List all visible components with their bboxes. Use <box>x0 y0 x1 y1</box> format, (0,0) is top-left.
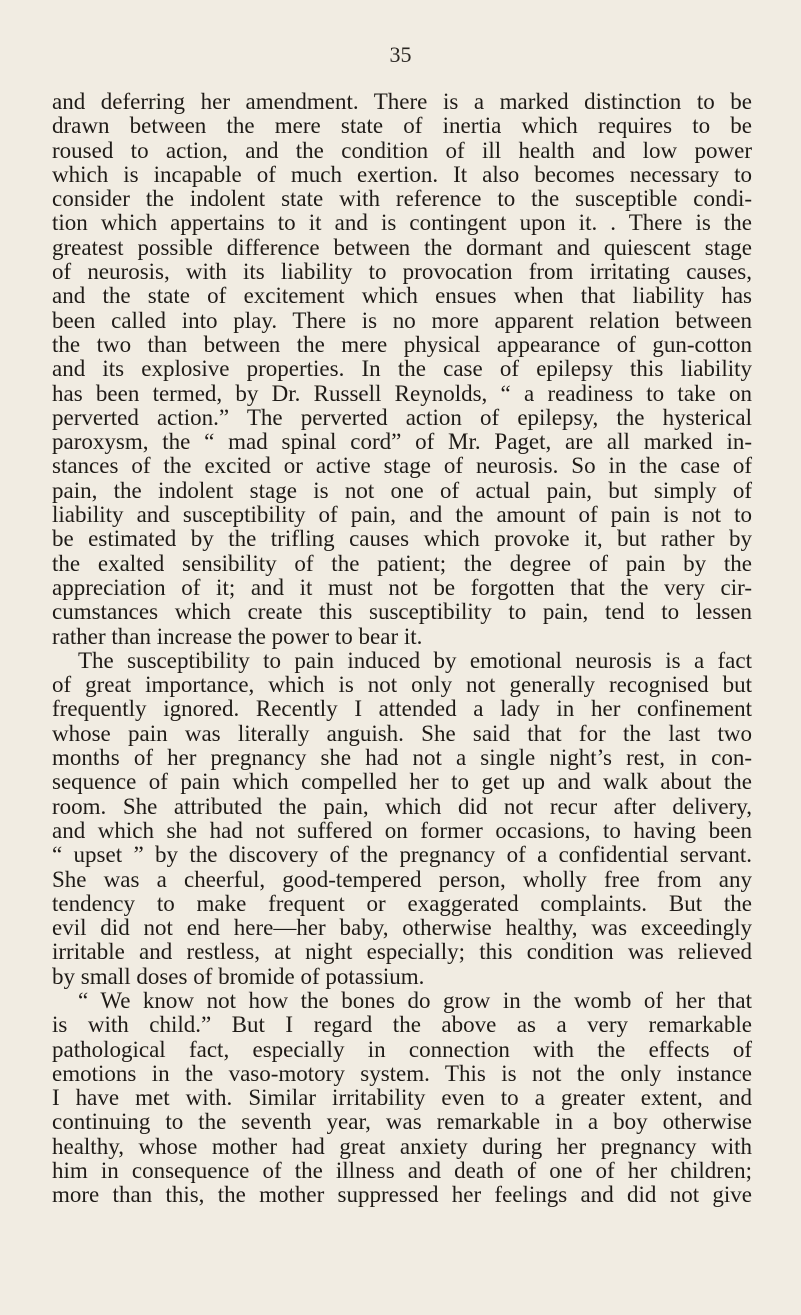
text-line: tendency to make frequent or exaggerated complaints. But the <box>52 890 752 916</box>
text-line: months of her pregnancy she had not a single night’s rest, in con- <box>52 745 752 771</box>
text-line: roused to action, and the condition of ill health and low power <box>52 137 752 163</box>
page-number: 35 <box>389 42 412 67</box>
text-line: pain, the indolent stage is not one of actual pain, but simply of <box>52 477 752 503</box>
text-line: stances of the excited or active stage of neurosis. So in the case of <box>52 453 752 479</box>
body-text <box>52 90 752 1208</box>
text-line: which is incapable of much exertion. It also becomes necessary to <box>52 161 752 187</box>
text-line: “ upset ” by the discovery of the pregnancy of a confidential servant. <box>52 842 752 868</box>
text-line: has been termed, by Dr. Russell Reynolds, “ a readiness to take on <box>52 380 752 406</box>
paragraph-2 <box>52 649 752 989</box>
text-line: “ We know not how the bones do grow in the womb of her that <box>78 987 752 1013</box>
text-line: be estimated by the trifling causes which provoke it, but rather by <box>52 526 752 552</box>
text-line: whose pain was literally anguish. She said that for the last two <box>52 720 752 746</box>
text-line: and deferring her amendment. There is a marked distinction to be <box>52 89 752 114</box>
text-line: paroxysm, the “ mad spinal cord” of Mr. Paget, are all marked in- <box>52 429 752 455</box>
text-line: him in consequence of the illness and death of one of her children; <box>52 1158 752 1184</box>
text-line: healthy, whose mother had great anxiety during her pregnancy with <box>52 1133 752 1159</box>
text-line: room. She attributed the pain, which did not recur after delivery, <box>52 793 752 819</box>
text-line: greatest possible difference between the dormant and quiescent stage <box>52 234 752 260</box>
text-line: liability and susceptibility of pain, and the amount of pain is not to <box>52 502 752 528</box>
paragraph-1 <box>52 90 752 649</box>
text-line: been called into play. There is no more apparent relation between <box>52 307 752 333</box>
text-line: by small doses of bromide of potassium. <box>52 963 425 989</box>
text-line: irritable and restless, at night especially; this condition was relieved <box>52 939 752 965</box>
text-line: pathological fact, especially in connection with the effects of <box>52 1036 752 1062</box>
text-line: continuing to the seventh year, was remarkable in a boy otherwise <box>52 1109 752 1135</box>
text-line: tion which appertains to it and is contingent upon it. . There is the <box>52 210 752 236</box>
text-line: She was a cheerful, good-tempered person, wholly free from any <box>52 866 752 892</box>
text-line: consider the indolent state with reference to the susceptible condi- <box>52 186 752 212</box>
text-line: rather than increase the power to bear it. <box>52 623 423 649</box>
text-line: more than this, the mother suppressed her feelings and did not give <box>52 1182 752 1208</box>
text-line: the exalted sensibility of the patient; the degree of pain by the <box>52 550 752 576</box>
text-line: sequence of pain which compelled her to get up and walk about the <box>52 769 752 795</box>
text-line: the two than between the mere physical appearance of gun-cotton <box>52 331 752 357</box>
paragraph-3 <box>52 989 752 1208</box>
text-line: The susceptibility to pain induced by emotional neurosis is a fact <box>78 647 752 673</box>
text-line: and the state of excitement which ensues when that liability has <box>52 283 752 309</box>
text-line: and which she had not suffered on former occasions, to having been <box>52 817 752 843</box>
text-line: I have met with. Similar irritability even to a greater extent, and <box>52 1085 752 1111</box>
text-line: frequently ignored. Recently I attended a lady in her confinement <box>52 696 752 722</box>
text-line: appreciation of it; and it must not be forgotten that the very cir- <box>52 574 752 600</box>
text-line: of neurosis, with its liability to provocation from irritating causes, <box>52 259 752 285</box>
text-line: of great importance, which is not only not generally recognised but <box>52 672 752 698</box>
text-line: evil did not end here—her baby, otherwise healthy, was exceedingly <box>52 915 752 941</box>
text-line: cumstances which create this susceptibility to pain, tend to lessen <box>52 599 752 625</box>
text-line: drawn between the mere state of inertia which requires to be <box>52 113 752 139</box>
text-line: perverted action.” The perverted action of epilepsy, the hysterical <box>52 404 752 430</box>
text-line: and its explosive properties. In the case of epilepsy this liability <box>52 356 752 382</box>
text-line: emotions in the vaso-motory system. This is not the only instance <box>52 1060 752 1086</box>
text-line: is with child.” But I regard the above as a very remarkable <box>52 1012 752 1038</box>
